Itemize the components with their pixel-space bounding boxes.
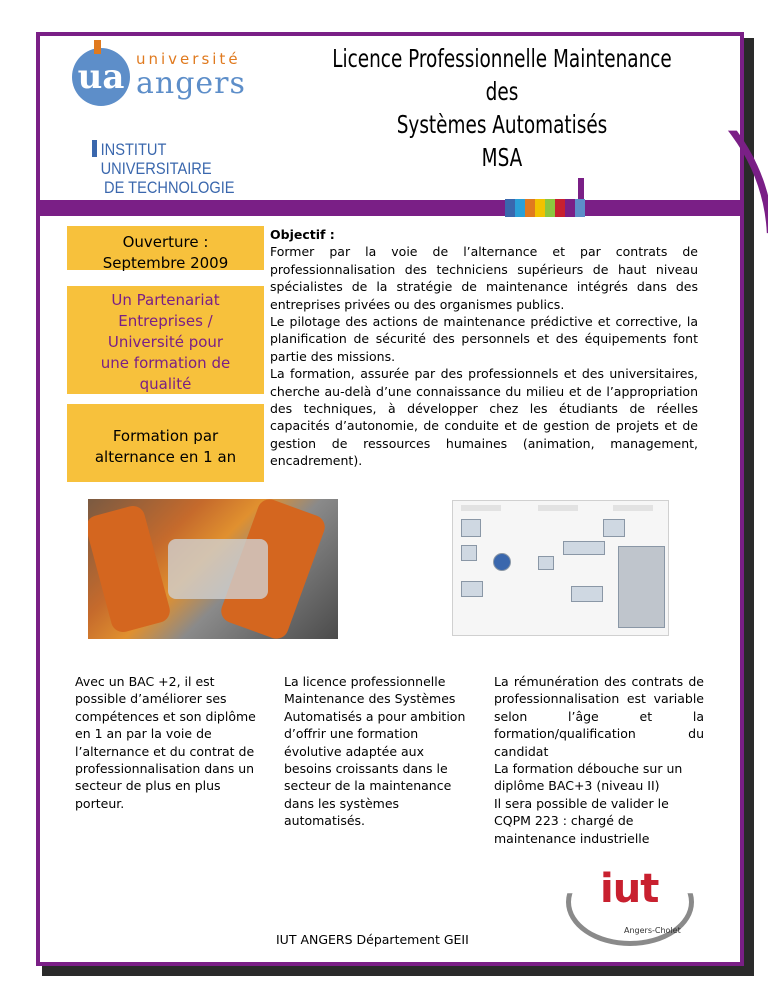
network-globe-icon	[493, 553, 511, 571]
robot-photo	[88, 499, 338, 639]
robot-arm-shape	[88, 503, 173, 634]
footer-text: IUT ANGERS Département GEII	[276, 932, 469, 947]
universite-angers-logo	[72, 40, 247, 120]
diagram-header	[613, 505, 653, 511]
color-stripe	[535, 199, 545, 217]
partnership-box	[67, 286, 264, 394]
diagram-header	[461, 505, 501, 511]
phone-icon	[461, 545, 477, 561]
objectif-paragraph: Former par la voie de l’alternance et par contrats de professionnalisation des techniciens supérieurs de haut niveau spécialistes de la stratégie de maintenance intégrés dans des entreprises privées ou des organismes publics.	[270, 244, 698, 312]
color-stripe	[575, 199, 585, 217]
color-stripe	[545, 199, 555, 217]
logo-angers-text: angers	[136, 66, 246, 101]
machine-icon	[618, 546, 665, 628]
opening-date-box	[67, 226, 264, 270]
monitor-icon	[603, 519, 625, 537]
iut-angers-cholet-logo	[566, 858, 696, 948]
iut-logo-sub: Angers-Cholet	[624, 926, 681, 935]
column-remuneration	[494, 673, 704, 847]
color-stripe	[565, 199, 575, 217]
header-divider	[40, 200, 740, 216]
box2-line: Université pour	[107, 333, 224, 351]
box1-line: Ouverture :	[122, 233, 209, 251]
remuneration-paragraph: La rémunération des contrats de professionnalisation est variable selon l’âge et la formation/qualification du candidat	[494, 674, 704, 759]
automation-network-diagram	[452, 500, 669, 636]
column-licence: La licence professionnelle Maintenance des Systèmes Automatisés a pour ambition d’offrir une formation évolutive adaptée aux besoins croissants dans le secteur de la maintenance dans les systèmes automatisés.	[284, 674, 466, 829]
institute-line1: INSTITUT UNIVERSITAIRE	[100, 140, 212, 178]
controller-icon	[538, 556, 554, 570]
institute-line2: DE TECHNOLOGIE	[104, 178, 235, 197]
color-stripe	[505, 199, 515, 217]
car-body-shape	[168, 539, 268, 599]
diploma-paragraph: La formation débouche sur un diplôme BAC+3 (niveau II)	[494, 761, 683, 794]
box2-line: Un Partenariat	[111, 291, 220, 309]
color-stripe	[525, 199, 535, 217]
box3-line: Formation par	[112, 427, 219, 445]
logo-universite-text: université	[136, 50, 241, 68]
iut-logo-word: iut	[600, 866, 659, 912]
title-line2: Systèmes Automatisés	[396, 110, 608, 139]
objectif-paragraph: Le pilotage des actions de maintenance prédictive et corrective, la planification de sécurité des personnels et des équipements font partie des missions.	[270, 314, 698, 364]
objectif-paragraph: La formation, assurée par des professionnels et des universitaires, cherche au-delà d’une connaissance du milieu et de l’appropriation des techniques, à développer chez les étudiants de réelles capacités d’autonomie, de conduite et de gestion de projets et de gestion de ressources humaines (animation, management, encadrement).	[270, 366, 698, 469]
title-line3: MSA	[481, 143, 523, 172]
ua-logo-icon: ua	[72, 48, 130, 106]
objectif-section	[270, 226, 698, 470]
objectif-heading: Objectif :	[270, 227, 335, 242]
color-stripe	[515, 199, 525, 217]
column-bac: Avec un BAC +2, il est possible d’améliorer ses compétences et son diplôme en 1 an par la voie de l’alternance et du contrat de professionnalisation dans un secteur de plus en plus porteur.	[75, 674, 256, 811]
page-title	[325, 42, 679, 174]
diagram-header	[538, 505, 578, 511]
box3-line: alternance en 1 an	[94, 448, 237, 466]
plc-icon	[563, 541, 605, 555]
color-stripe	[555, 199, 565, 217]
box2-line: Entreprises /	[118, 312, 213, 330]
box2-line: qualité	[139, 375, 192, 393]
computer-icon	[461, 519, 481, 537]
ua-logo-accent	[94, 40, 101, 54]
title-line1: Licence Professionnelle Maintenance des	[332, 44, 672, 106]
alternance-box	[67, 404, 264, 482]
cqpm-paragraph: Il sera possible de valider le CQPM 223 : chargé de maintenance industrielle	[494, 795, 669, 846]
box2-line: une formation de	[100, 354, 231, 372]
device-icon	[571, 586, 603, 602]
color-stripes	[505, 199, 585, 217]
laptop-icon	[461, 581, 483, 597]
institute-name	[92, 140, 264, 197]
box1-line: Septembre 2009	[102, 254, 229, 272]
